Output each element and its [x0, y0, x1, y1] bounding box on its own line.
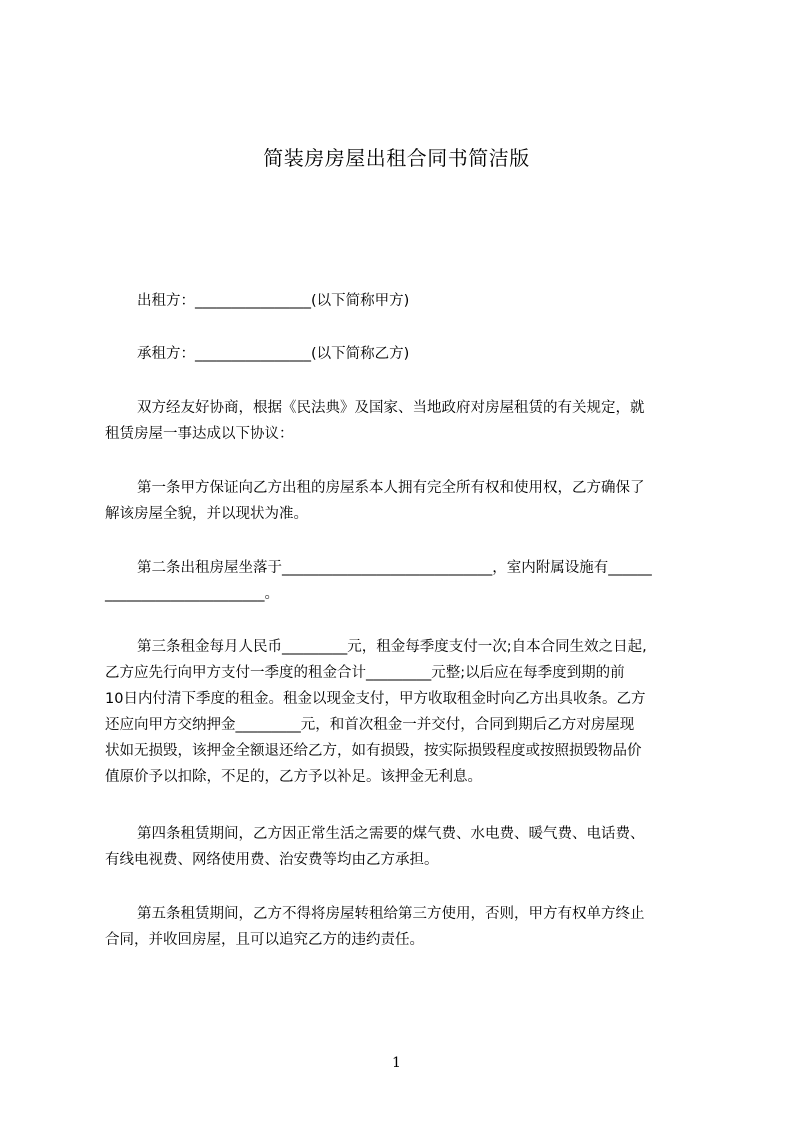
article3-line-4: 还应向甲方交纳押金_________元，和首次租金一并交付，合同到期后乙方对房屋现	[105, 717, 635, 733]
article2-line-2: ______________________。	[105, 586, 279, 602]
article3-line-3: 10日内付清下季度的租金。租金以现金支付，甲方收取租金时向乙方出具收条。乙方	[105, 691, 646, 707]
article3-line-6: 值原价予以扣除，不足的，乙方予以补足。该押金无利息。	[105, 769, 482, 785]
document-title: 简装房房屋出租合同书简洁版	[263, 146, 530, 170]
lessee-line: 承租方：________________(以下简称乙方)	[137, 346, 410, 362]
page-number: 1	[392, 1055, 401, 1071]
article2-line-1: 第二条出租房屋坐落于_____________________________，室内附属设施有______	[137, 560, 652, 576]
article3-line-5: 状如无损毁，该押金全额退还给乙方，如有损毁，按实际损毁程度或按照损毁物品价	[105, 743, 642, 759]
article3-line-1: 第三条租金每月人民币_________元，租金每季度支付一次;自本合同生效之日起,	[137, 639, 647, 655]
lessor-line: 出租方：________________(以下简称甲方)	[137, 293, 410, 309]
article5-line-2: 合同，并收回房屋，且可以追究乙方的违约责任。	[105, 932, 424, 948]
article1-line-1: 第一条甲方保证向乙方出租的房屋系本人拥有完全所有权和使用权，乙方确保了	[137, 480, 645, 496]
article4-line-1: 第四条租赁期间，乙方因正常生活之需要的煤气费、水电费、暖气费、电话费、	[137, 826, 645, 842]
article5-line-1: 第五条租赁期间，乙方不得将房屋转租给第三方使用，否则，甲方有权单方终止	[137, 906, 645, 922]
article4-line-2: 有线电视费、网络使用费、治安费等均由乙方承担。	[105, 852, 439, 868]
intro-line-2: 租赁房屋一事达成以下协议：	[105, 426, 294, 442]
article1-line-2: 解该房屋全貌，并以现状为准。	[105, 506, 308, 522]
article3-line-2: 乙方应先行向甲方支付一季度的租金合计_________元整;以后应在每季度到期的前	[105, 665, 625, 681]
intro-line-1: 双方经友好协商，根据《民法典》及国家、当地政府对房屋租赁的有关规定，就	[137, 400, 645, 416]
